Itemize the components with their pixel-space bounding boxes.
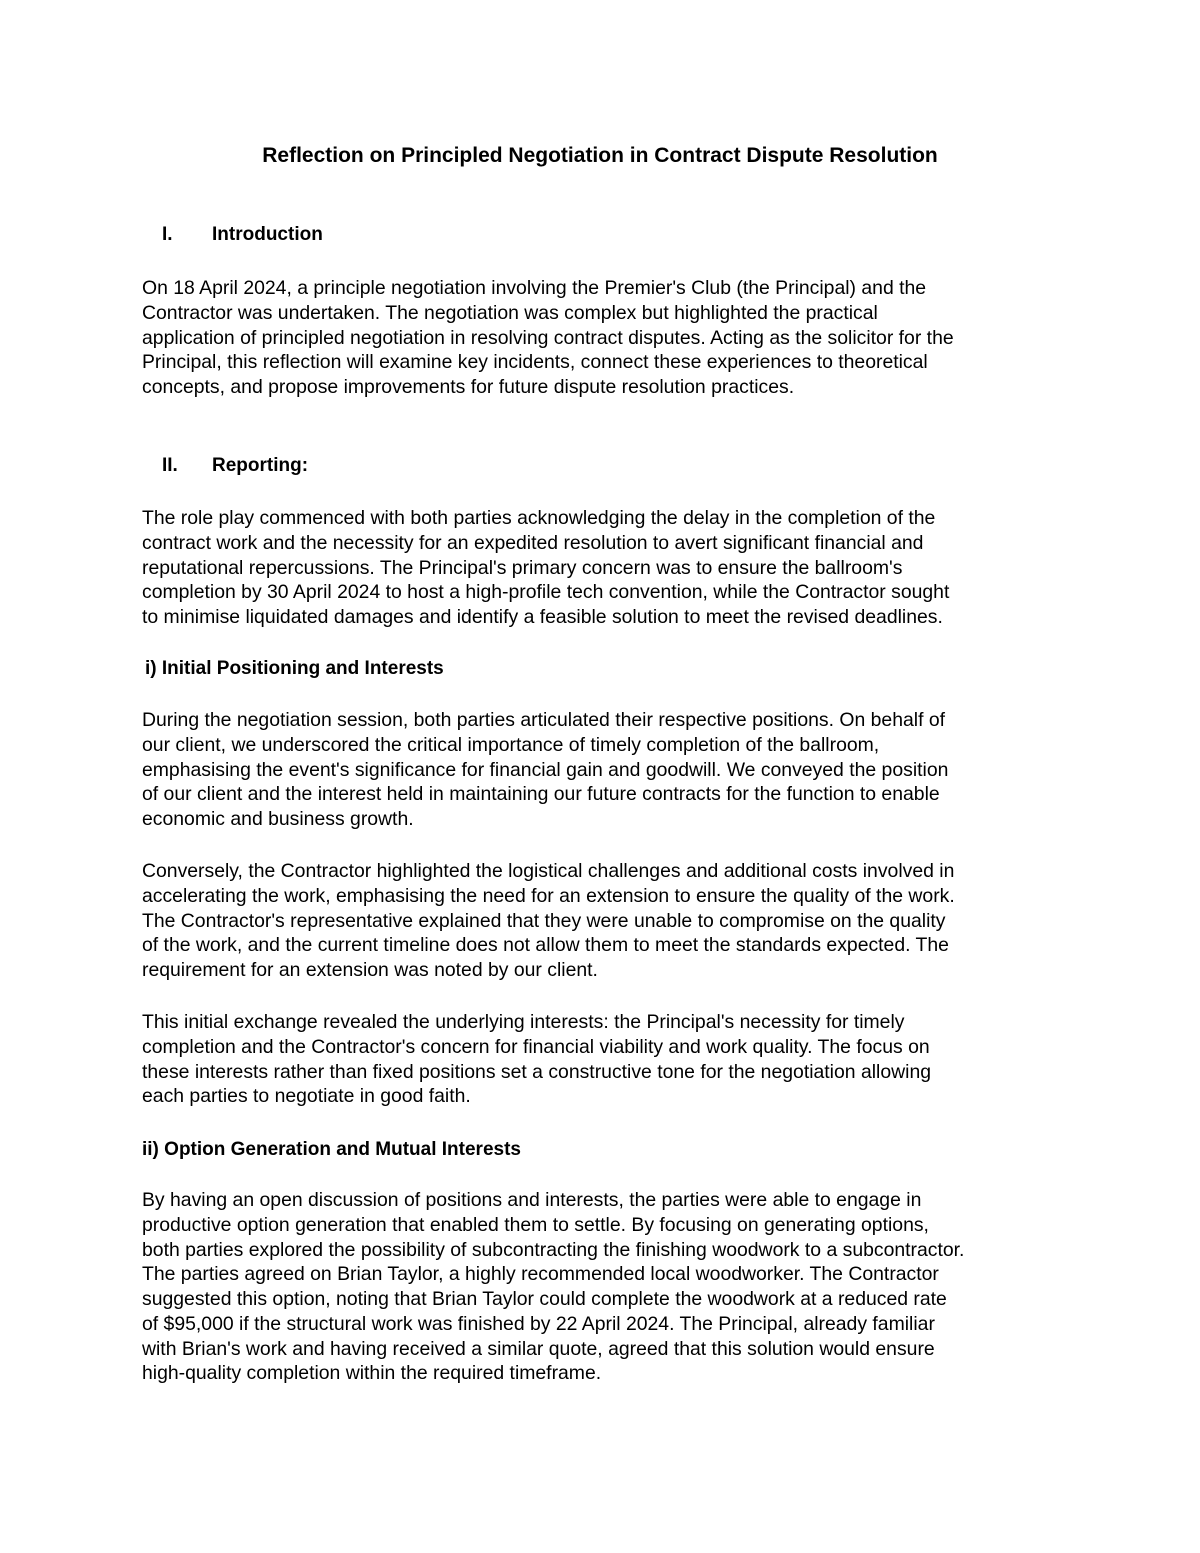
section-title: Introduction — [212, 224, 323, 245]
text-line: By having an open discussion of positions and interests, the parties were able to engage in — [142, 1189, 922, 1211]
text-line: The Contractor's representative explained that they were unable to compromise on the quality — [142, 909, 946, 932]
paragraph-option-generation — [142, 1188, 1067, 1386]
text-line: our client, we underscored the critical importance of timely completion of the ballroom, — [142, 733, 880, 756]
section-number: II. — [162, 455, 178, 476]
text-line: to minimise liquidated damages and identify a feasible solution to meet the revised deadlines. — [142, 606, 943, 628]
subsection-heading-initial-positioning: i) Initial Positioning and Interests — [145, 658, 444, 679]
text-line: Conversely, the Contractor highlighted the logistical challenges and additional costs involved in — [142, 860, 955, 882]
text-line: of our client and the interest held in maintaining our future contracts for the function to enable — [142, 783, 940, 806]
text-line: each parties to negotiate in good faith. — [142, 1085, 471, 1108]
section-title: Reporting: — [212, 455, 309, 476]
text-line: productive option generation that enabled them to settle. By focusing on generating options, — [142, 1213, 929, 1236]
text-line: concepts, and propose improvements for future dispute resolution practices. — [142, 376, 795, 398]
text-line: The parties agreed on Brian Taylor, a highly recommended local woodworker. The Contractor — [142, 1263, 939, 1286]
document-title: Reflection on Principled Negotiation in Contract Dispute Resolution — [262, 144, 938, 167]
text-line: This initial exchange revealed the underlying interests: the Principal's necessity for timely — [142, 1011, 905, 1033]
text-line: reputational repercussions. The Principal's primary concern was to ensure the ballroom's — [142, 556, 903, 579]
text-line: economic and business growth. — [142, 808, 414, 830]
text-line: accelerating the work, emphasising the need for an extension to ensure the quality of the work. — [142, 884, 955, 907]
text-line: contract work and the necessity for an expedited resolution to avert significant financial and — [142, 531, 924, 554]
paragraph-positions — [142, 708, 1067, 832]
text-line: these interests rather than fixed positions set a constructive tone for the negotiation allowing — [142, 1060, 932, 1083]
text-line: of the work, and the current timeline does not allow them to meet the standards expected. The — [142, 934, 949, 957]
text-line: emphasising the event's significance for financial gain and goodwill. We conveyed the position — [142, 758, 949, 781]
paragraph-introduction — [142, 276, 1067, 400]
section-number: I. — [162, 224, 173, 245]
paragraph-contractor-position — [142, 859, 1067, 983]
text-line: completion by 30 April 2024 to host a high-profile tech convention, while the Contractor sought — [142, 581, 950, 604]
text-line: On 18 April 2024, a principle negotiation involving the Premier's Club (the Principal) and the — [142, 277, 927, 299]
text-line: application of principled negotiation in resolving contract disputes. Acting as the solicitor for the — [142, 326, 954, 349]
paragraph-underlying-interests — [142, 1010, 1067, 1109]
text-line: suggested this option, noting that Brian Taylor could complete the woodwork at a reduced rate — [142, 1288, 947, 1310]
text-line: requirement for an extension was noted by our client. — [142, 959, 598, 981]
text-line: high-quality completion within the required timeframe. — [142, 1362, 602, 1385]
text-line: Contractor was undertaken. The negotiation was complex but highlighted the practical — [142, 301, 878, 324]
text-line: Principal, this reflection will examine key incidents, connect these experiences to theoretical — [142, 351, 928, 374]
text-line: The role play commenced with both parties acknowledging the delay in the completion of the — [142, 507, 936, 529]
text-line: both parties explored the possibility of subcontracting the finishing woodwork to a subcontractor. — [142, 1238, 965, 1261]
text-line: completion and the Contractor's concern for financial viability and work quality. The focus on — [142, 1035, 930, 1058]
text-line: During the negotiation session, both parties articulated their respective positions. On behalf of — [142, 709, 946, 731]
subsection-heading-option-generation: ii) Option Generation and Mutual Interests — [142, 1139, 521, 1160]
paragraph-reporting — [142, 506, 1067, 630]
text-line: of $95,000 if the structural work was finished by 22 April 2024. The Principal, already familiar — [142, 1312, 935, 1335]
text-line: with Brian's work and having received a similar quote, agreed that this solution would ensure — [142, 1337, 935, 1360]
